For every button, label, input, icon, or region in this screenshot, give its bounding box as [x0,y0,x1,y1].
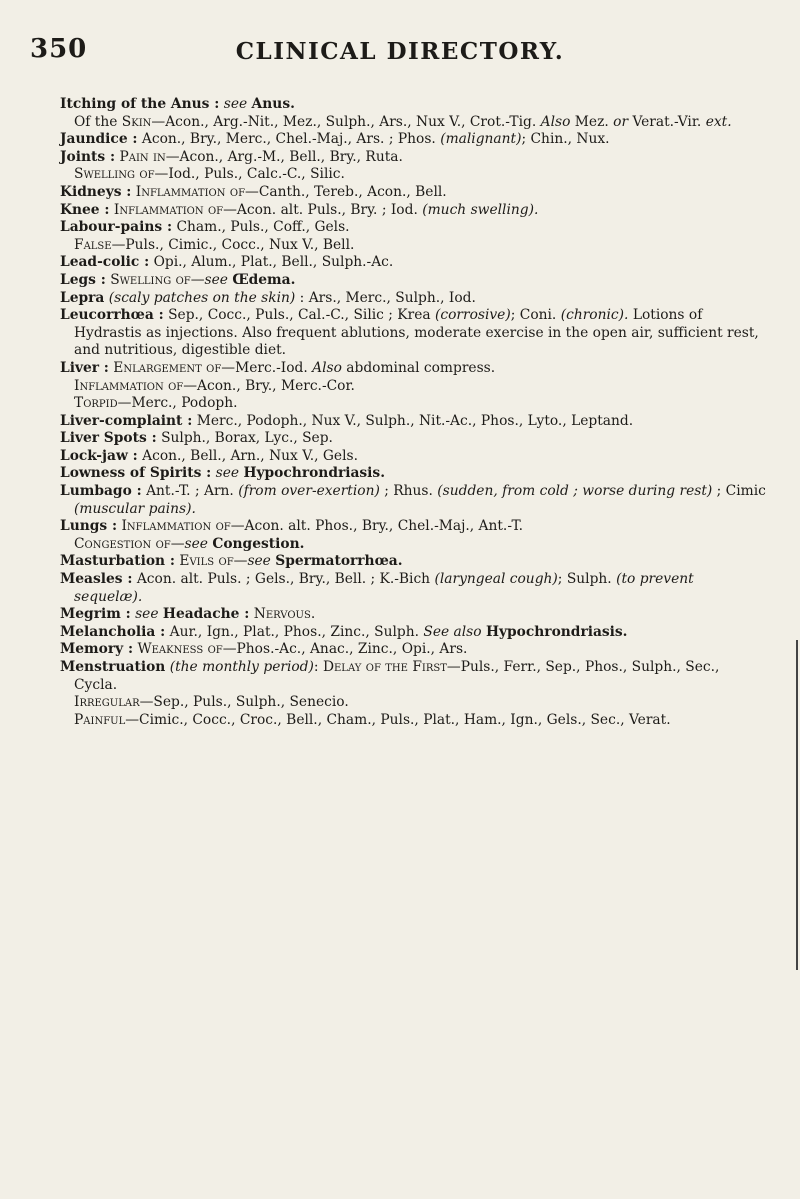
subheading: Skin [121,113,152,130]
remedies-extra: abdominal compress. [346,359,496,376]
entry-head: Kidneys : [60,183,132,200]
entry-head: Megrim : [60,606,131,623]
remedies: Aur., Ign., Plat., Phos., Zinc., Sulph. [169,623,419,640]
see-reference: see [215,465,240,482]
entry-labour-pains [60,219,766,237]
entry-lock-jaw [60,448,766,466]
entry-menstruation-painful [60,712,766,730]
see-reference: see [135,606,159,623]
entry-head: Liver Spots : [60,430,157,447]
note: (chronic). [560,307,629,324]
see-reference: see [223,96,248,112]
remedies-extra: Mez. [574,113,609,130]
note: (from over-exertion) [238,483,380,500]
entry-joints-swelling [60,166,766,184]
entry-head: Labour-pains : [60,219,173,236]
remedies: Cham., Puls., Coff., Gels. [176,219,350,236]
page-header [30,34,770,74]
remedies: : [313,659,319,675]
subheading: Torpid [74,395,118,412]
remedies: —Puls., Cimic., Cocc., Nux V., Bell. [111,236,355,253]
entry-liver [60,360,766,378]
entry-liver-spots [60,430,766,448]
entry-head: Lungs : [60,518,118,535]
remedies: —Phos.-Ac., Anac., Zinc., Opi., Ars. [222,641,468,658]
remedies-extra: Lotions of Hydrastis as injections. Also frequent ablutions, moderate exercise in the open air, sufficient rest, and nutritious, digestible diet. [74,307,759,359]
entry-joints [60,149,766,167]
entry-leucorrhoea [60,307,766,360]
see-reference: see [247,553,271,570]
remedies: —Acon., Bry., Merc.-Cor. [183,377,355,394]
subheading: Evils of [179,553,234,570]
subheading: Weakness of [137,641,223,658]
cross-reference: Hypochrondriasis. [485,623,628,640]
remedies: —Acon. alt. Phos., Bry., Chel.-Maj., Ant.-T. [230,518,524,535]
subheading: False [74,236,112,253]
entry-head: Jaundice : [60,131,138,148]
subheading: Irregular [74,694,140,711]
entry-head: Lumbago : [60,483,142,500]
entry-knee [60,202,766,220]
entry-lungs [60,518,766,536]
entry-legs [60,272,766,290]
page-edge-rule [796,640,798,970]
entry-head: Measles : [60,571,133,588]
remedies: —Acon., Arg.-Nit., Mez., Sulph., Ars., Nux V., Crot.-Tig. [151,113,537,130]
remedies: : Ars., Merc., Sulph., Iod. [299,289,476,306]
remedies: —Acon., Arg.-M., Bell., Bry., Ruta. [165,148,403,165]
entry-megrim [60,606,766,624]
entry-head: Knee : [60,201,110,218]
entry-head: Lowness of Spirits : [60,465,212,482]
entry-head: Memory : [60,641,134,658]
remedies: —Sep., Puls., Sulph., Senecio. [139,694,349,711]
directory-entries [60,96,766,729]
see-reference: see [184,535,208,552]
subheading: Enlargement of [113,359,222,376]
entry-lead-colic [60,254,766,272]
remedies: —Canth., Tereb., Acon., Bell. [245,183,447,200]
remedies: —Iod., Puls., Calc.-C., Silic. [154,166,345,183]
remedies: Sep., Cocc., Puls., Cal.-C., Silic ; Krea [168,307,431,324]
remedies-extra: ; Sulph. [557,571,612,588]
running-title: CLINICAL DIRECTORY. [235,38,565,65]
note: ext. [705,113,732,130]
remedies: Merc., Podoph., Nux V., Sulph., Nit.-Ac., Phos., Lyto., Leptand. [196,412,634,429]
entry-menstruation-irregular [60,694,766,712]
subheading: Painful [74,711,126,728]
entry-menstruation [60,659,766,694]
entry-head: Itching of the Anus : [60,96,220,112]
subheading: Inflammation of [121,518,231,535]
remedies: —Merc., Podoph. [117,395,238,412]
remedies: — [170,535,185,552]
remedies: Opi., Alum., Plat., Bell., Sulph.-Ac. [153,254,394,271]
note: (malignant) [440,131,522,148]
remedies: Sulph., Borax, Lyc., Sep. [161,430,333,447]
remedies: —Cimic., Cocc., Croc., Bell., Cham., Puls., Plat., Ham., Ign., Gels., Sec., Verat. [125,711,671,728]
entry-head: Lock-jaw : [60,447,138,464]
cross-reference: Œdema. [232,271,296,288]
entry-lungs-congestion [60,536,766,554]
cross-reference: Spermatorrhœa. [275,553,403,570]
entry-head: Melancholia : [60,623,166,640]
note: (scaly patches on the skin) [108,289,296,306]
entry-itching-anus [60,96,766,114]
subheading: Nervous. [253,606,316,623]
entry-head: Leucorrhœa : [60,307,164,324]
entry-liver-torpid [60,395,766,413]
subheading: Inflammation of [113,201,224,218]
note: (sudden, from cold ; worse during rest) [437,483,713,500]
entry-head: Legs : [60,271,106,288]
remedies: Acon. alt. Puls. ; Gels., Bry., Bell. ; K.-Bich [136,571,431,588]
subheading: Inflammation of [135,183,246,200]
entry-lowness-spirits [60,465,766,483]
page-number: 350 [30,34,88,64]
entry-liver-complaint [60,413,766,431]
entry-head: Masturbation : [60,553,175,570]
note: (to prevent sequelæ). [74,571,694,605]
remedies: — [233,553,248,570]
subheading: Pain in [119,148,166,165]
entry-head: Liver-complaint : [60,412,193,429]
entry-labour-false [60,237,766,255]
entry-melancholia [60,624,766,642]
see-reference: see [204,271,228,288]
entry-head: Joints : [60,148,116,165]
entry-itching-skin [60,114,766,132]
note: (the monthly period) [169,659,314,675]
entry-kidneys [60,184,766,202]
entry-head: Lead-colic : [60,254,150,271]
cross-reference: Anus. [251,96,295,112]
entry-liver-inflammation [60,378,766,396]
remedies-extra: ; Chin., Nux. [521,131,610,148]
entry-lepra [60,290,766,308]
entry-prefix: Of the [74,113,118,130]
entry-measles [60,571,766,606]
subheading: Swelling of [74,166,155,183]
entry-head: Menstruation [60,659,166,675]
remedies-extra: ; Cimic [716,483,766,500]
note: (corrosive) [434,307,511,324]
remedies-extra: ; Rhus. [384,483,433,500]
entry-jaundice [60,131,766,149]
remedies: Ant.-T. ; Arn. [146,483,234,500]
cross-reference: Congestion. [212,535,305,552]
subheading: Inflammation of [74,377,184,394]
entry-memory [60,641,766,659]
cross-reference: Headache : [162,606,250,623]
subheading: Delay of the First [322,659,447,675]
cross-reference: Hypochrondriasis. [243,465,385,482]
remedies: Acon., Bry., Merc., Chel.-Maj., Ars. ; Phos. [141,131,436,148]
subheading: Congestion of [74,535,171,552]
remedies-extra: Verat.-Vir. [632,113,702,130]
note: or [613,113,629,130]
note: (much swelling). [422,201,539,218]
note: (muscular pains). [74,500,196,517]
remedies: —Acon. alt. Puls., Bry. ; Iod. [223,201,418,218]
note: (laryngeal cough) [434,571,558,588]
see-reference: See also [423,623,482,640]
remedies: — [190,271,205,288]
remedies: —Merc.-Iod. [221,359,308,376]
entry-head: Lepra [60,289,105,306]
subheading: Swelling of [110,271,191,288]
entry-head: Liver : [60,359,109,376]
entry-masturbation [60,553,766,571]
remedies-extra: —Puls., Ferr., Sep., Phos., Sulph., Sec., Cycla. [74,659,720,693]
note: Also [312,359,342,376]
note: Also [540,113,571,130]
remedies: Acon., Bell., Arn., Nux V., Gels. [142,447,358,464]
entry-lumbago [60,483,766,518]
remedies-extra: ; Coni. [510,307,557,324]
